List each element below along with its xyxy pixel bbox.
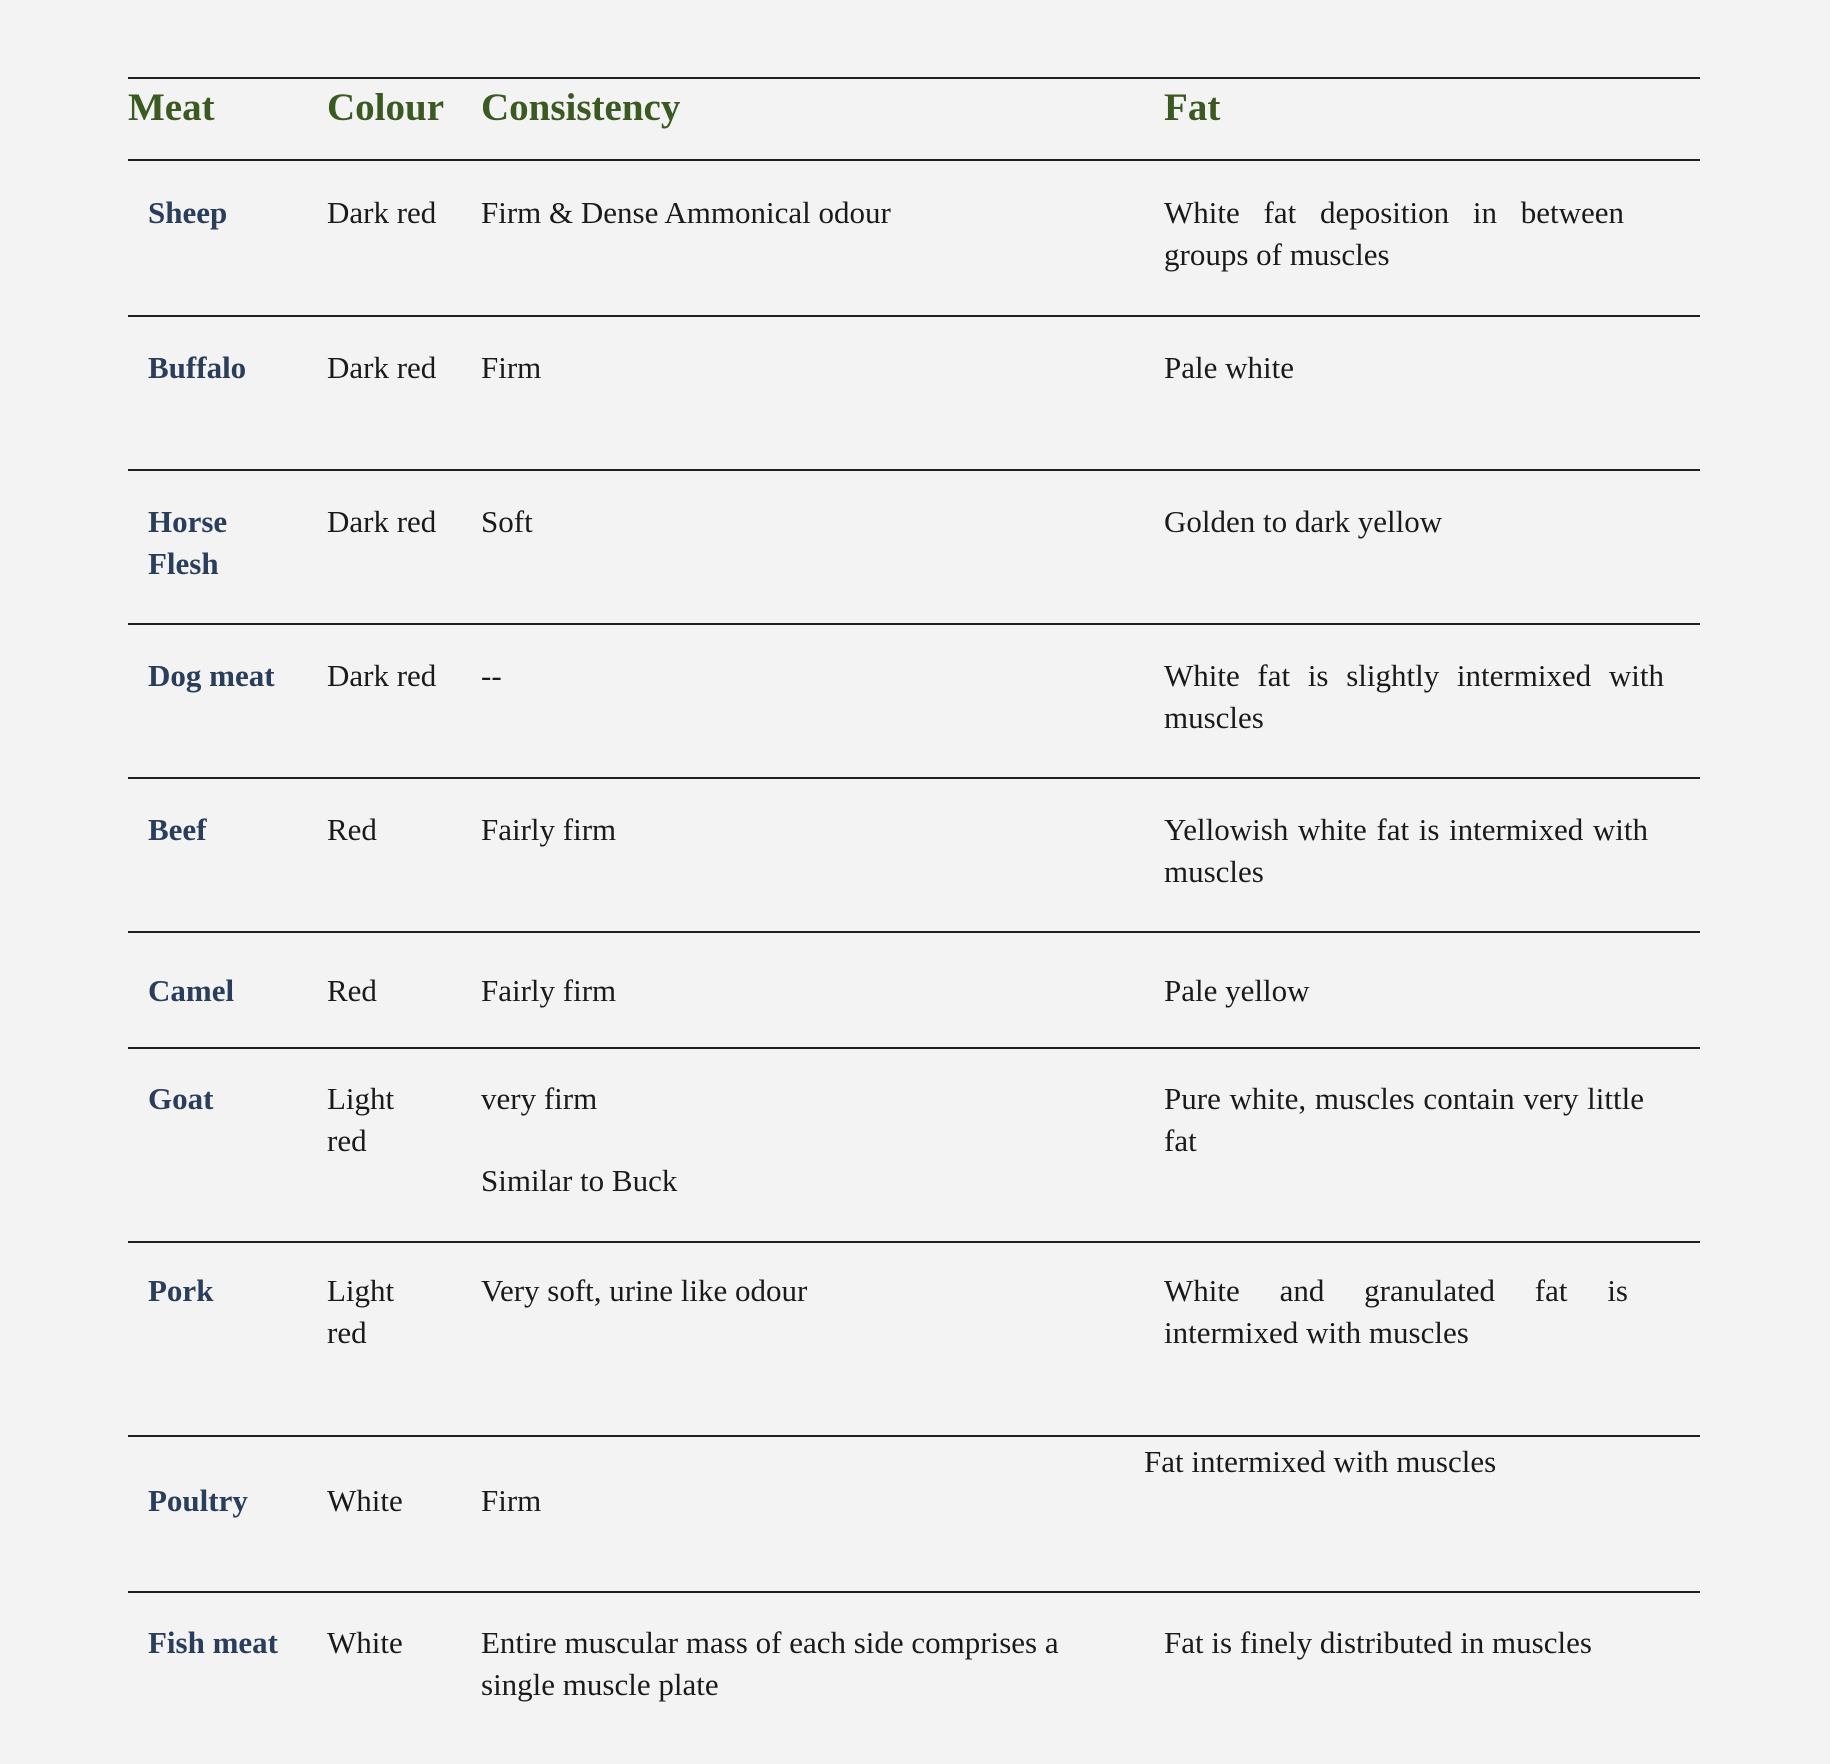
row-colour: Dark red <box>327 195 437 230</box>
row-meat-name: Sheep <box>148 195 228 230</box>
header-meat: Meat <box>128 86 215 129</box>
consistency-line: Entire muscular mass of each side comprises a single muscle plate <box>481 1625 1059 1702</box>
row-consistency <box>481 655 1121 697</box>
row-divider <box>128 1047 1700 1049</box>
row-meat-name: Camel <box>148 973 235 1008</box>
row-divider <box>128 623 1700 625</box>
row-fat: Yellowish white fat is intermixed with muscles <box>1164 812 1648 889</box>
row-meat-name: Beef <box>148 812 207 847</box>
row-consistency <box>481 1078 1121 1202</box>
row-colour: Red <box>327 812 377 847</box>
table-top-rule <box>128 77 1700 79</box>
row-colour: Light red <box>327 1081 395 1158</box>
row-divider <box>128 777 1700 779</box>
row-consistency <box>481 809 1121 851</box>
row-consistency <box>481 970 1121 1012</box>
row-meat-name: Buffalo <box>148 350 247 385</box>
row-meat-name: Goat <box>148 1081 214 1116</box>
row-divider <box>128 931 1700 933</box>
row-colour: Dark red <box>327 658 437 693</box>
row-fat: Golden to dark yellow <box>1164 504 1443 539</box>
row-consistency <box>481 1270 1121 1312</box>
row-meat-name: Poultry <box>148 1483 248 1518</box>
row-consistency <box>481 1622 1111 1706</box>
row-fat: Pale white <box>1164 350 1294 385</box>
row-fat: Pale yellow <box>1164 973 1310 1008</box>
row-meat-name: Horse Flesh <box>148 504 228 581</box>
row-colour: White <box>327 1483 403 1518</box>
row-colour: Light red <box>327 1273 395 1350</box>
header-bottom-rule <box>128 159 1700 161</box>
row-consistency <box>481 501 1121 543</box>
consistency-line: Fairly firm <box>481 812 617 847</box>
row-divider <box>128 315 1700 317</box>
row-consistency <box>481 192 1121 234</box>
row-colour: Dark red <box>327 350 437 385</box>
row-meat-name: Fish meat <box>148 1625 279 1660</box>
row-divider <box>128 1241 1700 1243</box>
consistency-line: Firm <box>481 350 542 385</box>
row-fat: Fat intermixed with muscles <box>1144 1444 1497 1479</box>
row-consistency <box>481 347 1121 389</box>
row-colour: Dark red <box>327 504 437 539</box>
row-fat: White and granulated fat is intermixed with muscles <box>1164 1273 1628 1350</box>
row-colour: Red <box>327 973 377 1008</box>
row-fat: Pure white, muscles contain very little fat <box>1164 1081 1644 1158</box>
consistency-line: Firm & Dense Ammonical odour <box>481 195 891 230</box>
row-meat-name: Dog meat <box>148 658 275 693</box>
row-fat: Fat is finely distributed in muscles <box>1164 1625 1592 1660</box>
consistency-line: Very soft, urine like odour <box>481 1273 808 1308</box>
row-divider <box>128 469 1700 471</box>
row-divider <box>128 1591 1700 1593</box>
row-divider <box>128 1435 1700 1437</box>
consistency-line: very firm <box>481 1081 598 1116</box>
header-fat: Fat <box>1164 86 1221 129</box>
consistency-line: -- <box>481 658 502 693</box>
row-colour: White <box>327 1625 403 1660</box>
header-consistency: Consistency <box>481 86 681 129</box>
row-meat-name: Pork <box>148 1273 214 1308</box>
row-consistency <box>481 1480 1121 1522</box>
consistency-line: Similar to Buck <box>481 1163 678 1198</box>
consistency-line: Soft <box>481 504 533 539</box>
consistency-line: Fairly firm <box>481 973 617 1008</box>
header-colour: Colour <box>327 86 444 129</box>
row-fat: White fat deposition in between groups of muscles <box>1164 195 1624 272</box>
consistency-line: Firm <box>481 1483 542 1518</box>
row-fat: White fat is slightly intermixed with muscles <box>1164 658 1664 735</box>
